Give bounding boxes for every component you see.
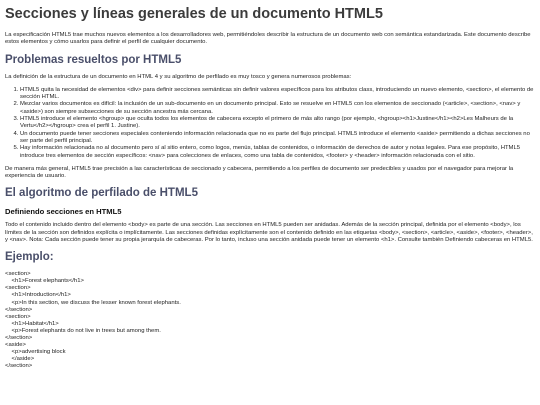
list-item: 2. Mezclar varios documentos es difícil: la inclusión de un sub-documento en un documento principal. Esto se resuelve en HTML5 con los elementos de seccionado (<article>, <section>, <nav> y <aside>) son siempre subsecciones de su sección ancestra más cercana. [20, 101, 535, 116]
example-code-block: <section> <h1>Forest elephants</h1> <section> <h1>Introduction</h1> <p>In this section, we discuss the lesser known forest elephants. </section> <section> <h1>Habitat</h1> <p>Forest elephants do not live in trees but among them. </section> <aside> <p>advertising block </aside> </section> [5, 271, 181, 369]
list-item: 5. Hay información relacionada no al documento pero sí al sitio entero, como logos, menús, tablas de contenidos, o información de derechos de autor y notas legales. Para ese propósito, HTML5 introduce tres elementos de sección específicos: <nav> para colecciones de enlaces, como una tabla de contenidos, <footer> y <header> información relacionada con el sitio. [20, 145, 535, 160]
example-heading: Ejemplo: [5, 251, 54, 264]
problems-lead: La definición de la estructura de un documento en HTML 4 y su algoritmo de perfilado es muy tosco y genera numerosos problemas: [5, 73, 352, 80]
problems-closing: De manera más general, HTML5 trae precisión a las características de seccionado y cabecera, permitiendo a los perfiles de documento ser predecibles y usados por el navegador para mejorar la experiencia de usuario. [5, 165, 514, 180]
problems-list [5, 87, 535, 160]
algorithm-heading: El algoritmo de perfilado de HTML5 [5, 187, 198, 200]
algorithm-subheading: Definiendo secciones en HTML5 [5, 207, 122, 217]
intro-paragraph: La especificación HTML5 trae muchos nuevos elementos a los desarrolladores web, permitiéndoles describir la estructura de un documento web con semántica estandarizada. Este documento describe estos elementos y cómo usarlos para definir el perfil de cualquier documento. [5, 32, 531, 46]
page-title: Secciones y líneas generales de un documento HTML5 [5, 6, 383, 22]
list-item: 1. HTML5 quita la necesidad de elementos <div> para definir secciones semánticas sin definir valores específicos para los atributos class, introduciendo un nuevo elemento, <section>, el elemento de sección HTML. [20, 87, 535, 102]
algorithm-body: Todo el contenido incluido dentro del elemento <body> es parte de una sección. Las secciones en HTML5 pueden ser anidadas. Además de la sección principal, definida por el elemento <body>, los límites de la sección son definidos explícita o implícitamente. Las secciones definidas explícitamente son el contenido definido en las etiquetas <body>, <section>, <article>, <aside>, <footer>, <header>, y <nav>. Nota: Cada sección puede tener su propia jerarquía de cabeceras. Por lo tanto, incluso una sección anidada puede tener un elemento <h1>. Consulte también Definiendo cabeceras en HTML5. [5, 222, 533, 244]
problems-heading: Problemas resueltos por HTML5 [5, 53, 182, 66]
list-item: 4. Un documento puede tener secciones especiales conteniendo información relacionada que no es parte del flujo principal. HTML5 introduce el elemento <aside> permitiendo a dichas secciones no ser parte del perfil principal. [20, 131, 535, 146]
list-item: 3. HTML5 introduce el elemento <hgroup> que oculta todos los elementos de cabecera excepto el primero de más alto rango (por ejemplo, <hgroup><h1>Justine</h1><h2>Les Malheurs de la Vertu</h2></hgroup> crea el perfil 1. Justine). [20, 116, 535, 131]
